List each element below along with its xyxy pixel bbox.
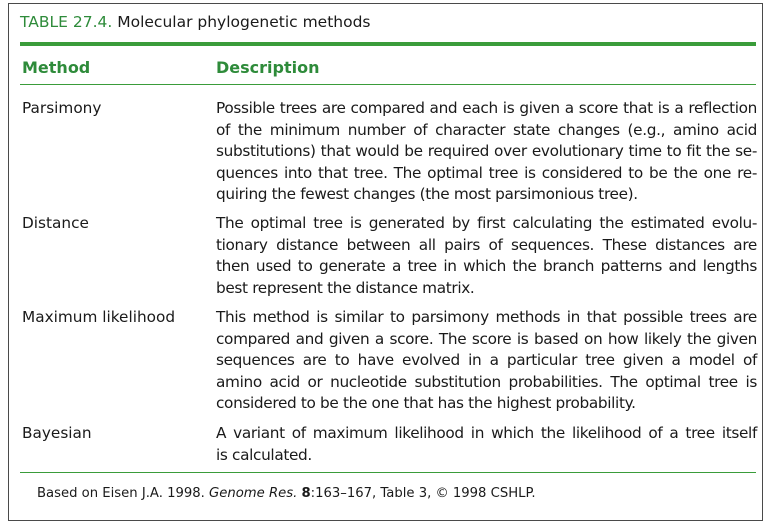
description-line: sequences are to have evolved in a particular tree given a model of xyxy=(216,351,757,369)
description-line: Possible trees are compared and each is given a score that is a reflection xyxy=(216,99,757,117)
description-line: The optimal tree is generated by first calculating the estimated evolu- xyxy=(216,214,757,232)
description-line: is calculated. xyxy=(216,445,312,464)
description-line: A variant of maximum likelihood in which the likelihood of a tree itself xyxy=(216,424,757,442)
description-line: substitutions) that would be required over evolutionary time to fit the se- xyxy=(216,142,757,160)
description-line: This method is similar to parsimony methods in that possible trees are xyxy=(216,308,757,326)
method-cell-bayesian: Bayesian xyxy=(22,424,92,442)
description-line: quiring the fewest changes (the most parsimonious tree). xyxy=(216,185,638,203)
description-cell-maximum-likelihood xyxy=(216,307,757,415)
description-line: considered to be the one that has the highest probability. xyxy=(216,394,636,412)
table-footnote xyxy=(37,486,536,501)
table-title xyxy=(20,13,371,31)
description-line: tionary distance between all pairs of sequences. These distances are xyxy=(216,235,757,254)
column-header-method: Method xyxy=(22,58,91,77)
method-cell-parsimony: Parsimony xyxy=(22,99,102,117)
description-line: amino acid or nucleotide substitution probabilities. The optimal tree is xyxy=(216,372,757,391)
top-rule xyxy=(20,42,756,46)
column-header-description: Description xyxy=(216,58,320,77)
description-cell-bayesian xyxy=(216,423,757,466)
description-line: of the minimum number of character state changes (e.g., amino acid xyxy=(216,120,757,139)
description-line: compared and given a score. The score is based on how likely the given xyxy=(216,329,757,348)
footnote-pages: :163–167, Table 3, © 1998 CSHLP. xyxy=(310,486,536,501)
description-cell-distance xyxy=(216,213,757,299)
method-cell-distance: Distance xyxy=(22,214,89,232)
footnote-volume: 8 xyxy=(301,486,311,501)
description-line: quences into that tree. The optimal tree is considered to be the one re- xyxy=(216,163,757,182)
header-rule xyxy=(20,84,756,85)
footnote-citation: Based on Eisen J.A. 1998. xyxy=(37,486,210,501)
footnote-journal: Genome Res. xyxy=(209,486,298,501)
description-cell-parsimony xyxy=(216,98,757,206)
method-cell-maximum-likelihood: Maximum likelihood xyxy=(22,308,176,326)
table-label: TABLE 27.4. xyxy=(20,13,113,31)
bottom-rule xyxy=(20,472,756,473)
table-title-text: Molecular phylogenetic methods xyxy=(117,13,371,31)
description-line: best represent the distance matrix. xyxy=(216,278,475,297)
description-line: then used to generate a tree in which the branch patterns and lengths xyxy=(216,257,757,275)
